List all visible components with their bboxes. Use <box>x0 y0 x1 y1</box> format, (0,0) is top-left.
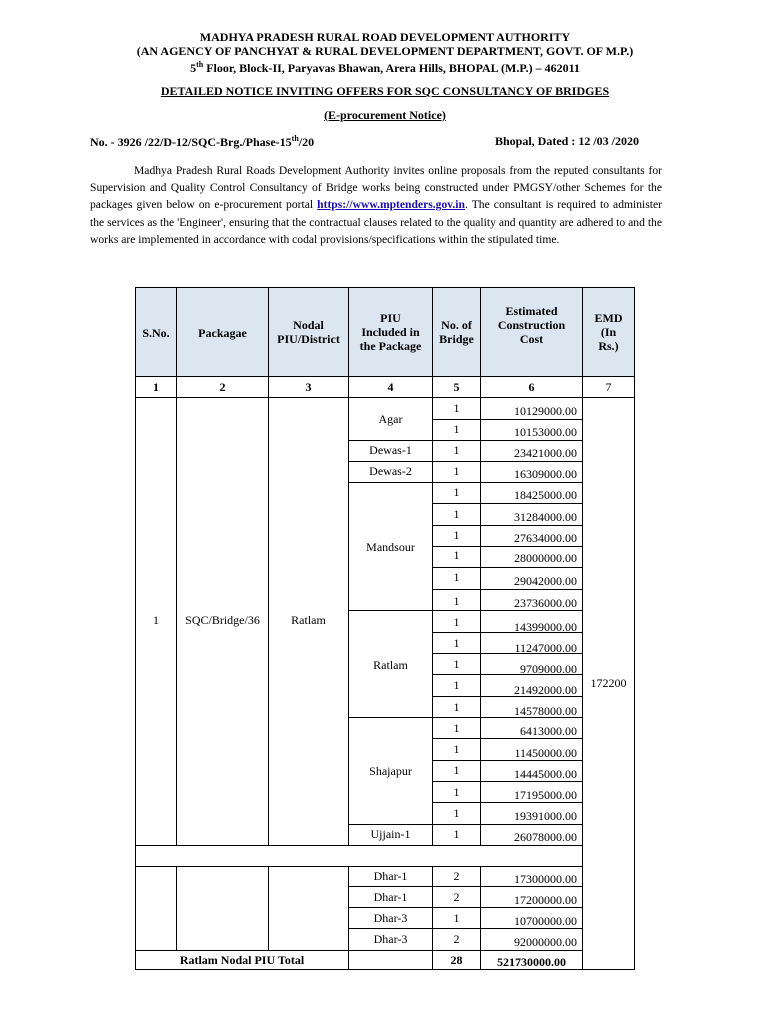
estimated-cost: 10700000.00 <box>514 914 577 928</box>
estimated-cost: 17195000.00 <box>514 788 577 802</box>
piu-name: Ratlam <box>373 658 408 672</box>
estimated-cost: 23421000.00 <box>514 446 577 460</box>
estimated-cost: 18425000.00 <box>514 488 577 502</box>
piu-name: Shajapur <box>369 764 412 778</box>
piu-name: Dhar-1 <box>373 890 408 904</box>
bridge-count: 1 <box>453 657 460 671</box>
estimated-cost: 16309000.00 <box>514 467 577 481</box>
estimated-cost: 31284000.00 <box>514 510 577 524</box>
estimated-cost: 21492000.00 <box>514 683 577 697</box>
header-emd: EMD (In Rs.) <box>594 311 623 353</box>
header-piu-included: PIU Included in the Package <box>359 311 422 353</box>
emd-amount: 172200 <box>590 676 627 690</box>
estimated-cost: 14578000.00 <box>514 704 577 718</box>
header-package: Packagae <box>198 326 247 340</box>
bridge-count: 1 <box>453 785 460 799</box>
bridge-count: 1 <box>453 464 460 478</box>
estimated-cost: 10153000.00 <box>514 425 577 439</box>
estimated-cost: 11247000.00 <box>514 641 577 655</box>
nodal-piu: Ratlam <box>291 613 326 627</box>
bridge-count: 1 <box>453 570 460 584</box>
estimated-cost: 26078000.00 <box>514 830 577 844</box>
serial-number: 1 <box>153 613 159 627</box>
total-cost: 521730000.00 <box>497 955 566 969</box>
place-date: Bhopal, Dated : 12 /03 /2020 <box>495 134 640 148</box>
bridge-count: 1 <box>453 594 460 608</box>
col-number: 7 <box>605 380 612 394</box>
bridge-count: 1 <box>453 401 460 415</box>
header-no-of-bridge: No. of Bridge <box>439 318 474 346</box>
bridge-count: 1 <box>453 827 460 841</box>
bridge-count: 1 <box>453 763 460 777</box>
bridge-count: 1 <box>453 507 460 521</box>
bridge-count: 1 <box>453 742 460 756</box>
col-number: 3 <box>305 380 312 394</box>
estimated-cost: 23736000.00 <box>514 596 577 610</box>
total-bridges: 28 <box>450 953 463 967</box>
col-number: 1 <box>153 380 159 394</box>
piu-name: Dewas-1 <box>369 443 412 457</box>
col-number: 4 <box>387 380 394 394</box>
estimated-cost: 10129000.00 <box>514 404 577 418</box>
bridge-count: 1 <box>453 806 460 820</box>
col-number: 5 <box>453 380 460 394</box>
bridge-count: 1 <box>453 721 460 735</box>
estimated-cost: 28000000.00 <box>514 551 577 565</box>
col-number: 2 <box>219 380 226 394</box>
estimated-cost: 17200000.00 <box>514 893 577 907</box>
bridge-count: 1 <box>453 615 460 629</box>
bridge-count: 1 <box>453 700 460 714</box>
bridge-count: 2 <box>453 869 460 883</box>
col-number: 6 <box>528 380 535 394</box>
notice-title: DETAILED NOTICE INVITING OFFERS FOR SQC CONSULTANCY OF BRIDGES <box>160 84 610 98</box>
notice-subtitle: (E-procurement Notice) <box>324 108 446 122</box>
bridge-count: 2 <box>453 932 460 946</box>
estimated-cost: 29042000.00 <box>514 574 577 588</box>
bridge-count: 1 <box>453 528 460 542</box>
authority-name: MADHYA PRADESH RURAL ROAD DEVELOPMENT AUTHORITY <box>199 30 571 44</box>
header-estimated-cost: Estimated Construction Cost <box>497 304 566 346</box>
piu-name: Dhar-1 <box>373 869 408 883</box>
address-line: 5th Floor, Block-II, Paryavas Bhawan, Arera Hills, BHOPAL (M.P.) – 462011 <box>190 60 580 75</box>
bridge-count: 2 <box>453 890 460 904</box>
bridge-count: 1 <box>453 911 460 925</box>
mptenders-link[interactable]: https://www.mptenders.gov.in <box>317 198 465 212</box>
bridge-count: 1 <box>453 636 460 650</box>
estimated-cost: 27634000.00 <box>514 531 577 545</box>
header-sno: S.No. <box>142 326 170 340</box>
piu-name: Dewas-2 <box>369 464 412 478</box>
agency-line: (AN AGENCY OF PANCHYAT & RURAL DEVELOPMENT DEPARTMENT, GOVT. OF M.P.) <box>136 44 634 58</box>
piu-name: Agar <box>378 412 403 426</box>
piu-name: Dhar-3 <box>373 932 408 946</box>
estimated-cost: 14445000.00 <box>514 767 577 781</box>
reference-number: No. - 3926 /22/D-12/SQC-Brg./Phase-15th/20 <box>90 134 315 149</box>
estimated-cost: 19391000.00 <box>514 809 577 823</box>
package-name: SQC/Bridge/36 <box>185 613 260 627</box>
bridge-count: 1 <box>453 678 460 692</box>
bridge-count: 1 <box>453 422 460 436</box>
estimated-cost: 17300000.00 <box>514 872 577 886</box>
bridge-count: 1 <box>453 443 460 457</box>
estimated-cost: 11450000.00 <box>514 746 577 760</box>
bridge-count: 1 <box>453 548 460 562</box>
estimated-cost: 9709000.00 <box>520 662 577 676</box>
notice-body: Madhya Pradesh Rural Roads Development Authority invites online proposals from the reputed consultants for Supervision and Quality Control Consultancy of Bridge works being constructed under PMGSY/other Schemes for the packages given below on e-procurement portal https://www.mptenders.gov.in. The consultant is required to administer the services as the 'Engineer', ensuring that the contractual clauses related to the quality and quantity are adhered to and the works are implemented in accordance with codal provisions/specifications within the stipulated time. <box>90 164 662 246</box>
piu-name: Mandsour <box>366 540 415 554</box>
estimated-cost: 6413000.00 <box>520 724 577 738</box>
header-nodal-piu: Nodal PIU/District <box>277 318 340 346</box>
estimated-cost: 92000000.00 <box>514 935 577 949</box>
bridge-count: 1 <box>453 485 460 499</box>
piu-name: Dhar-3 <box>373 911 408 925</box>
piu-name: Ujjain-1 <box>370 827 411 841</box>
total-label: Ratlam Nodal PIU Total <box>179 953 305 967</box>
estimated-cost: 14399000.00 <box>514 620 577 634</box>
